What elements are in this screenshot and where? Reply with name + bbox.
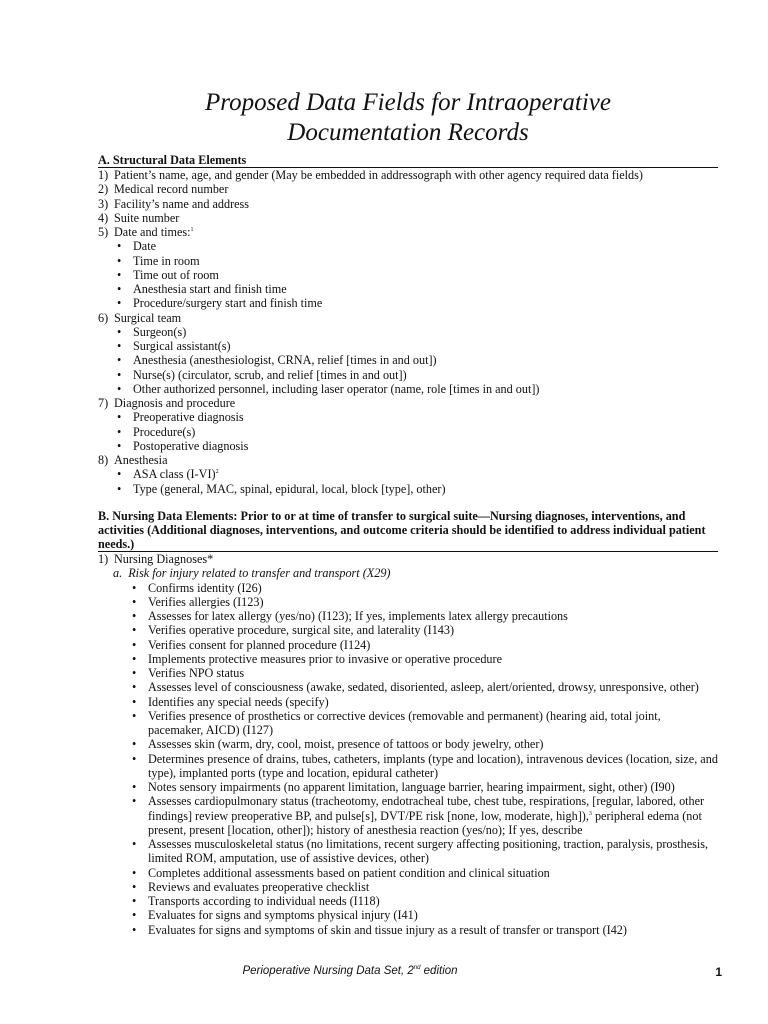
bullet-item: • Verifies operative procedure, surgical site, and laterality (I143) <box>98 623 718 637</box>
bullet-item: • Implements protective measures prior to invasive or operative procedure <box>98 652 718 666</box>
list-item: 1) Nursing Diagnoses* <box>98 552 214 566</box>
footnote-ref: 1 <box>190 227 194 233</box>
bullet-item: • Identifies any special needs (specify) <box>98 695 718 709</box>
page-footer <box>0 965 768 981</box>
footnote-ref: 2 <box>215 469 219 476</box>
list-item: 6) Surgical team <box>98 310 182 325</box>
footer-title: Perioperative Nursing Data Set, 2nd edition <box>242 965 458 977</box>
page-number: 1 <box>715 965 722 979</box>
bullet-item: • Procedure/surgery start and finish time <box>98 296 718 310</box>
bullet-item: • Anesthesia (anesthesiologist, CRNA, relief [times in and out]) <box>98 353 718 367</box>
sub-item: a. Risk for injury related to transfer and transport (X29) <box>113 566 391 581</box>
bullet-item: • Transports according to individual needs (I118) <box>98 894 718 908</box>
list-item: 2) Medical record number <box>98 182 229 197</box>
bullet-item: • Assesses musculoskeletal status (no limitations, recent surgery affecting positioning, traction, paralysis, prosthesis, limited ROM, amputation, use of assistive devices, other) <box>98 837 718 866</box>
bullet-item: • Assesses skin (warm, dry, cool, moist, presence of tattoos or body jewelry, other) <box>98 737 718 751</box>
bullet-item: • Surgeon(s) <box>98 325 718 339</box>
title-line-2: Documentation Records <box>287 119 529 146</box>
bullet-item: • Reviews and evaluates preoperative checklist <box>98 880 718 894</box>
bullet-item: • Verifies NPO status <box>98 666 718 680</box>
bullet-item: • Verifies presence of prosthetics or corrective devices (removable and permanent) (hearing aid, total joint, pacemaker, AICD) (I127) <box>98 709 718 738</box>
list-item: 3) Facility’s name and address <box>98 196 250 211</box>
bullet-item: • Assesses level of consciousness (awake, sedated, disoriented, asleep, alert/oriented, drowsy, unresponsive, other) <box>98 680 718 694</box>
bullet-item: • Verifies allergies (I123) <box>98 595 718 609</box>
bullet-item: • Assesses for latex allergy (yes/no) (I123); If yes, implements latex allergy precautions <box>98 609 718 623</box>
bullet-item: • Postoperative diagnosis <box>98 439 718 453</box>
bullet-item: • Surgical assistant(s) <box>98 339 718 353</box>
bullet-item: • Evaluates for signs and symptoms of skin and tissue injury as a result of transfer or transport (I42) <box>98 923 718 937</box>
bullet-item: • Preoperative diagnosis <box>98 410 718 424</box>
bullet-item: • Date <box>98 239 718 253</box>
bullet-item: • Completes additional assessments based on patient condition and clinical situation <box>98 866 718 880</box>
section-a <box>98 153 718 496</box>
section-b <box>98 509 718 937</box>
section-b-heading: B. Nursing Data Elements: Prior to or at time of transfer to surgical suite—Nursing diagnoses, interventions, and activities (Additional diagnoses, interventions, and outcome criteria should be identified to address individual patient needs.) <box>98 509 718 552</box>
list-item: 8) Anesthesia <box>98 453 168 467</box>
section-a-heading: A. Structural Data Elements <box>98 153 718 168</box>
list-item: 7) Diagnosis and procedure <box>98 396 236 410</box>
bullet-item: • Type (general, MAC, spinal, epidural, local, block [type], other) <box>98 482 718 496</box>
bullet-item: • Time in room <box>98 254 718 268</box>
footnote-ref: 3 <box>588 810 592 817</box>
page-title <box>98 88 718 148</box>
bullet-item: • Notes sensory impairments (no apparent limitation, language barrier, hearing impairment, sight, other) (I90) <box>98 780 718 794</box>
bullet-item: • Anesthesia start and finish time <box>98 282 718 296</box>
bullet-item: • Evaluates for signs and symptoms physical injury (I41) <box>98 908 718 922</box>
bullet-item: • Assesses cardiopulmonary status (tracheotomy, endotracheal tube, chest tube, respirations, [regular, labored, other findings] review preoperative BP, and pulse[s], DVT/PE risk [none, low, moderate, high]),$^3$ peripheral edema (not present, present [location, other]); history of anesthesia reaction (yes/no); If yes, describe <box>98 794 718 837</box>
list-item: 5) Date and times:$^1$ <box>98 225 194 239</box>
bullet-item: • Nurse(s) (circulator, scrub, and relief [times in and out]) <box>98 368 718 382</box>
bullet-item: • Time out of room <box>98 268 718 282</box>
bullet-item: • Determines presence of drains, tubes, catheters, implants (type and location), intravenous devices (location, size, and type), implanted ports (type and location, epidural catheter) <box>98 752 718 781</box>
bullet-item: • ASA class $(I-VI)^2$ <box>98 467 718 481</box>
list-item: 1) Patient’s name, age, and gender (May be embedded in addressograph with other agency required data fields) <box>98 168 643 182</box>
bullet-item: • Other authorized personnel, including laser operator (name, role [times in and out]) <box>98 382 718 396</box>
bullet-item: • Procedure(s) <box>98 425 718 439</box>
list-item: 4) Suite number <box>98 210 180 225</box>
title-line-1: Proposed Data Fields for Intraoperative <box>205 89 611 116</box>
bullet-item: • Verifies consent for planned procedure (I124) <box>98 638 718 652</box>
bullet-item: • Confirms identity (I26) <box>98 581 718 595</box>
